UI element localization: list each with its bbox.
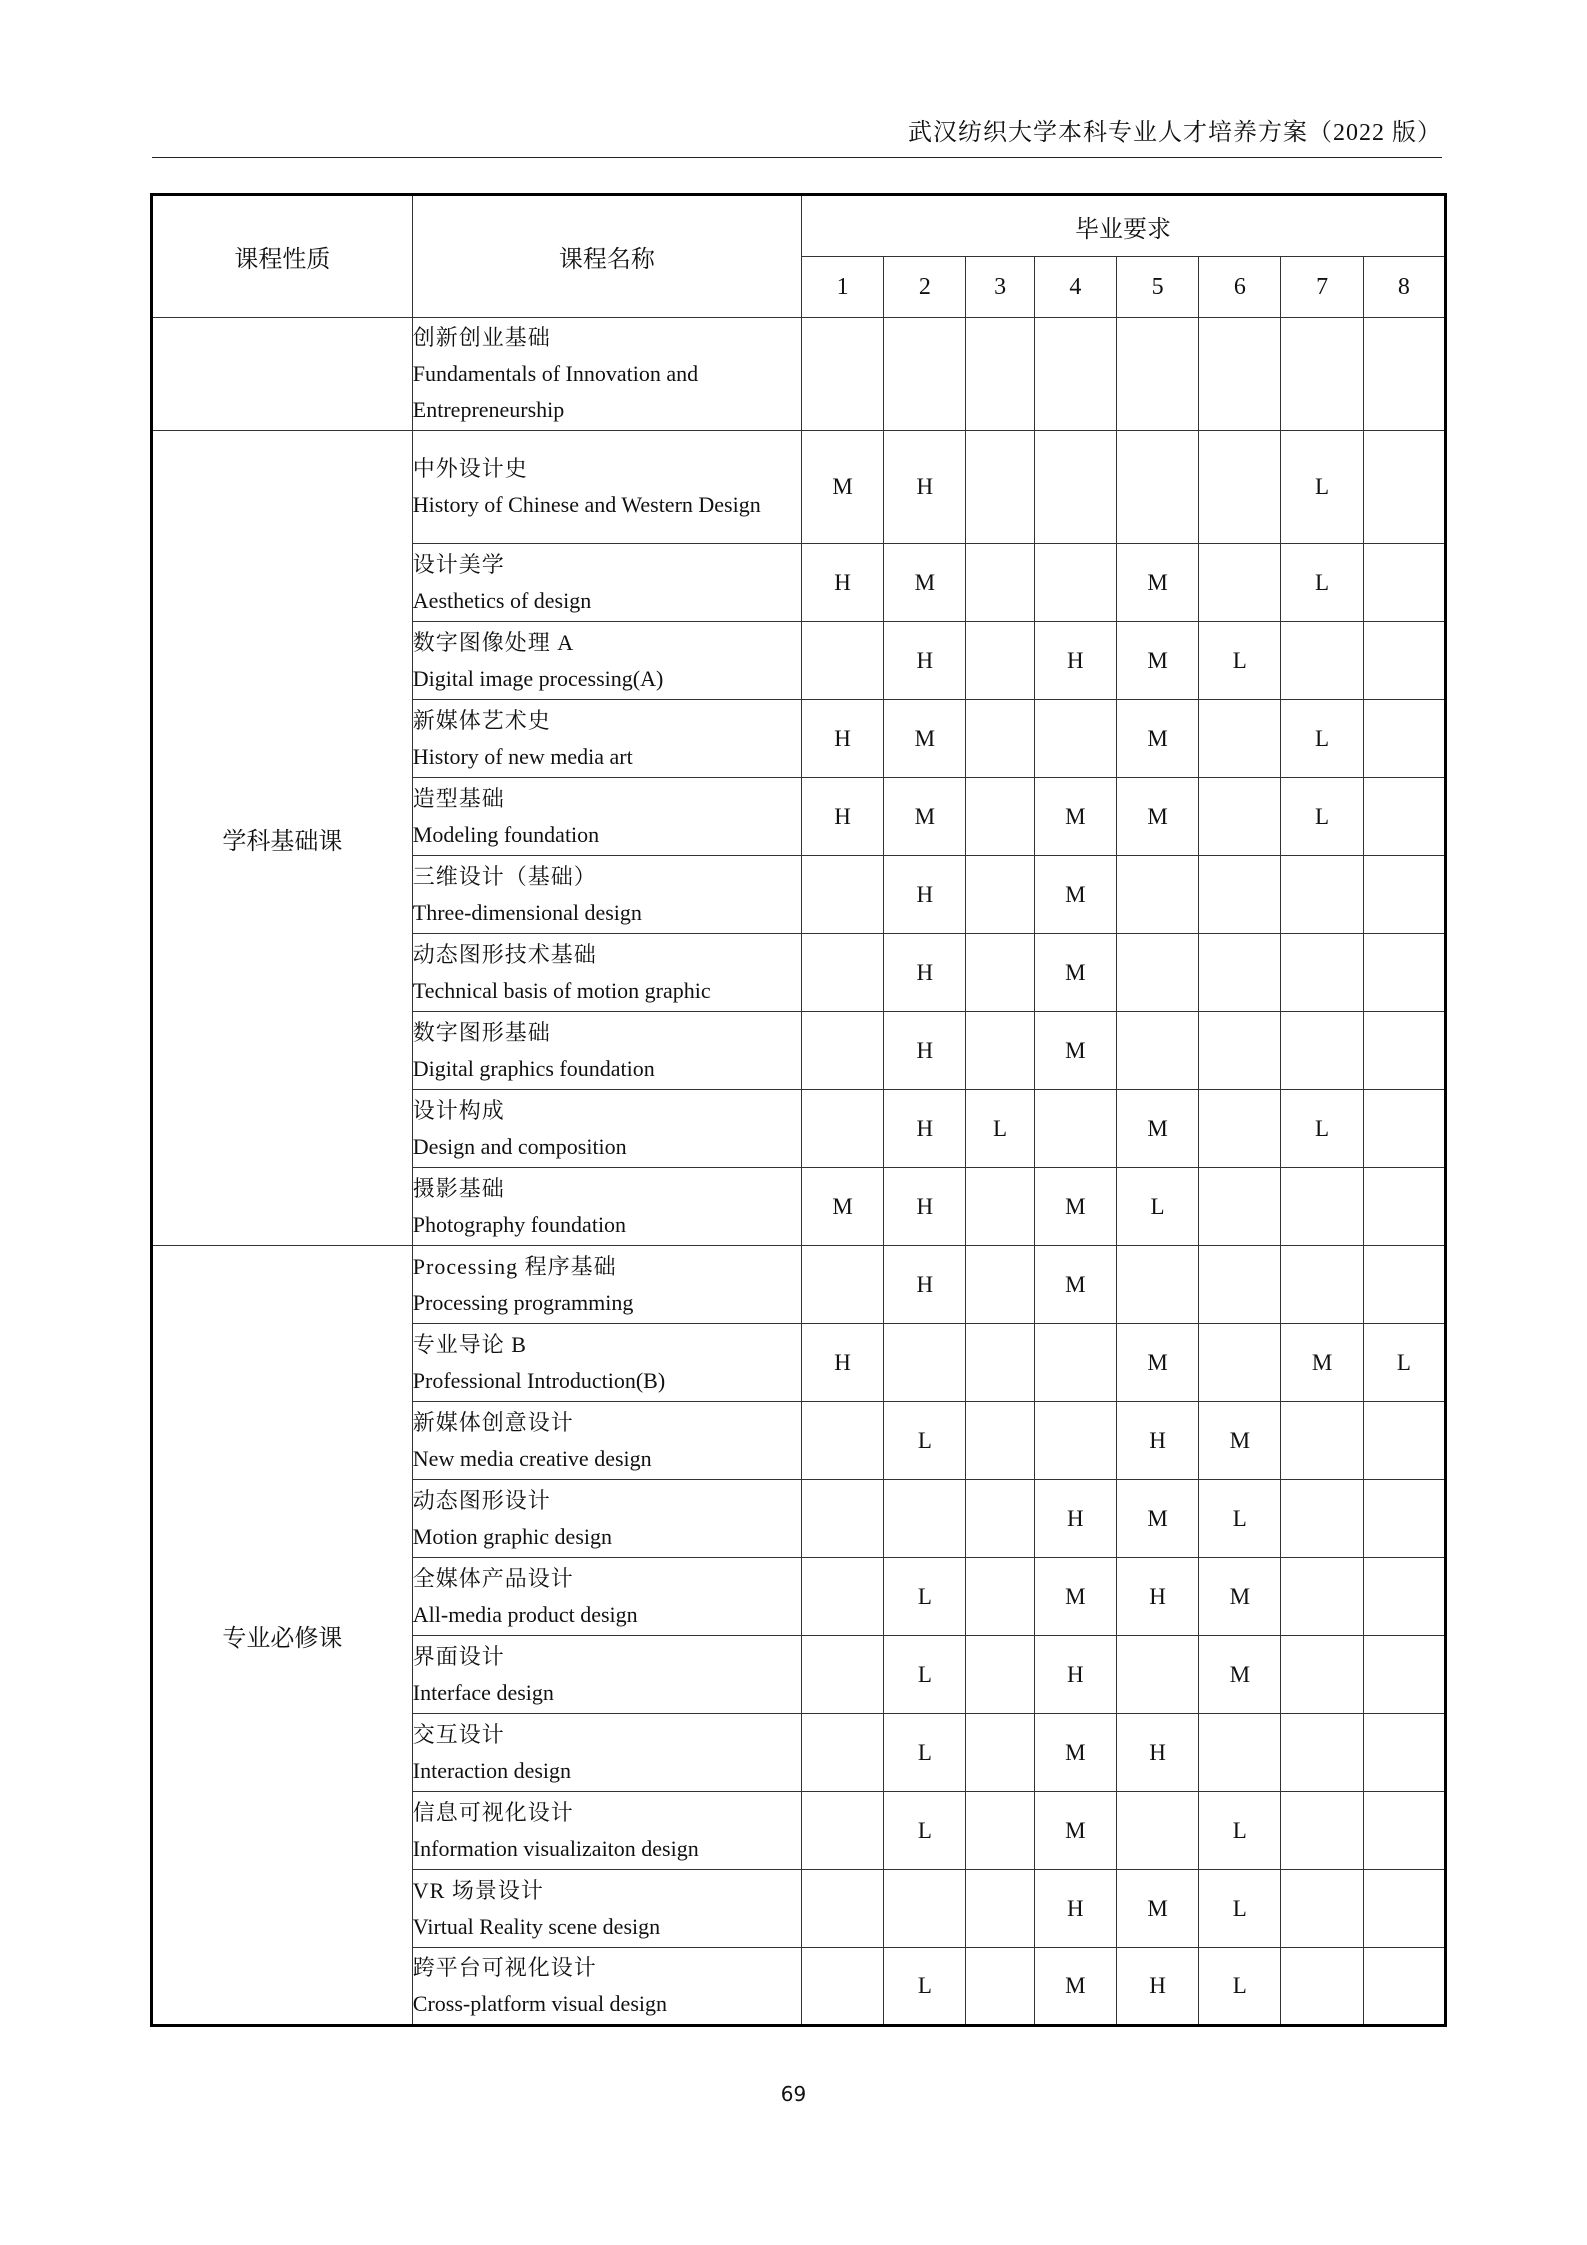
requirement-mark: H — [1034, 1480, 1116, 1558]
requirement-mark — [1363, 700, 1445, 778]
requirement-mark — [1363, 1246, 1445, 1324]
graduation-requirements-header: 毕业要求 — [801, 195, 1445, 257]
course-name-zh: 数字图像处理 A — [412, 629, 575, 655]
requirement-mark — [1281, 1636, 1363, 1714]
requirement-mark — [801, 622, 883, 700]
requirement-mark — [1199, 318, 1281, 431]
requirement-number: 5 — [1116, 257, 1198, 318]
course-name-zh: 新媒体艺术史 — [412, 707, 551, 733]
course-name-en: Modeling foundation — [412, 821, 600, 847]
requirement-mark: M — [1199, 1636, 1281, 1714]
course-name-cell — [412, 778, 801, 856]
requirement-mark: H — [884, 856, 966, 934]
requirement-mark — [966, 1324, 1034, 1402]
requirement-mark — [884, 1324, 966, 1402]
course-category — [152, 318, 413, 431]
course-name-en: Fundamentals of Innovation and Entrepreneurship — [412, 361, 699, 422]
requirement-mark: L — [884, 1558, 966, 1636]
requirement-mark — [966, 1558, 1034, 1636]
requirement-mark — [1281, 318, 1363, 431]
course-name-cell — [412, 1402, 801, 1480]
requirement-mark — [1281, 1480, 1363, 1558]
requirement-mark — [966, 1402, 1034, 1480]
course-name-en: All-media product design — [412, 1601, 638, 1627]
requirement-mark: H — [884, 1090, 966, 1168]
requirement-mark — [1281, 1012, 1363, 1090]
requirement-mark: L — [1281, 778, 1363, 856]
course-name-zh: 三维设计（基础） — [412, 863, 597, 889]
requirement-number: 1 — [801, 257, 883, 318]
requirement-mark — [1034, 544, 1116, 622]
requirement-number: 8 — [1363, 257, 1445, 318]
requirement-mark — [966, 1636, 1034, 1714]
course-category: 专业必修课 — [152, 1246, 413, 2026]
requirement-mark — [966, 431, 1034, 544]
requirement-mark — [801, 1636, 883, 1714]
requirement-mark — [1199, 778, 1281, 856]
requirement-mark — [1199, 1090, 1281, 1168]
course-name-zh: 数字图形基础 — [412, 1019, 551, 1045]
requirement-mark — [1199, 1168, 1281, 1246]
course-name-cell — [412, 856, 801, 934]
matrix-body — [152, 318, 1446, 2026]
requirement-mark — [1034, 431, 1116, 544]
course-name-en: Technical basis of motion graphic — [412, 977, 711, 1003]
course-name-cell — [412, 934, 801, 1012]
requirement-mark — [1116, 934, 1198, 1012]
requirement-mark: L — [1281, 700, 1363, 778]
requirement-mark: H — [801, 1324, 883, 1402]
requirement-mark: H — [884, 934, 966, 1012]
requirement-mark: H — [1116, 1558, 1198, 1636]
course-name-cell — [412, 622, 801, 700]
course-name-en: Motion graphic design — [412, 1523, 612, 1549]
course-name-zh: 中外设计史 — [412, 456, 528, 481]
course-name-zh: Processing 程序基础 — [412, 1253, 617, 1279]
requirement-number: 7 — [1281, 257, 1363, 318]
requirement-mark — [1116, 1792, 1198, 1870]
requirement-mark — [1363, 1870, 1445, 1948]
table-row — [152, 431, 1446, 544]
requirement-mark — [1034, 1324, 1116, 1402]
requirement-mark — [801, 1246, 883, 1324]
requirement-mark — [1363, 934, 1445, 1012]
requirement-mark: H — [1034, 1636, 1116, 1714]
requirement-mark — [1034, 1090, 1116, 1168]
requirement-mark — [1363, 1636, 1445, 1714]
requirement-mark — [801, 1948, 883, 2026]
requirement-mark — [1034, 700, 1116, 778]
running-header: 武汉纺织大学本科专业人才培养方案（2022 版） — [152, 112, 1442, 158]
requirement-mark — [1363, 622, 1445, 700]
requirement-mark — [1116, 1246, 1198, 1324]
requirement-mark: H — [801, 778, 883, 856]
requirement-mark — [1281, 1948, 1363, 2026]
course-name-zh: 动态图形技术基础 — [412, 941, 597, 967]
requirement-mark — [1281, 622, 1363, 700]
course-name-en: Interaction design — [412, 1757, 572, 1783]
requirement-mark — [1363, 1090, 1445, 1168]
requirement-mark: H — [1116, 1402, 1198, 1480]
course-name-zh: 摄影基础 — [412, 1175, 505, 1201]
requirement-mark — [1281, 1870, 1363, 1948]
course-name-cell — [412, 1948, 801, 2026]
requirement-mark: H — [1034, 622, 1116, 700]
requirement-mark — [1199, 1714, 1281, 1792]
page-number: 69 — [780, 2082, 807, 2106]
requirement-mark: M — [1116, 700, 1198, 778]
requirement-mark — [1281, 934, 1363, 1012]
requirement-mark — [1281, 856, 1363, 934]
course-name-en: Virtual Reality scene design — [412, 1913, 661, 1939]
course-name-cell — [412, 1714, 801, 1792]
requirement-mark — [966, 1948, 1034, 2026]
requirement-number: 2 — [884, 257, 966, 318]
course-name-zh: 跨平台可视化设计 — [412, 1955, 597, 1980]
requirement-mark — [1116, 431, 1198, 544]
course-name-cell — [412, 700, 801, 778]
requirement-mark: L — [884, 1714, 966, 1792]
requirement-mark — [1199, 856, 1281, 934]
requirement-mark — [1363, 1948, 1445, 2026]
course-name-zh: 专业导论 B — [412, 1331, 527, 1357]
course-name-en: New media creative design — [412, 1445, 652, 1471]
course-name-header: 课程名称 — [412, 195, 801, 318]
requirement-mark — [966, 856, 1034, 934]
course-name-cell — [412, 1012, 801, 1090]
requirement-mark — [966, 934, 1034, 1012]
requirement-mark — [801, 1012, 883, 1090]
course-name-en: Aesthetics of design — [412, 587, 592, 613]
requirement-mark — [1363, 431, 1445, 544]
requirement-mark — [1116, 1012, 1198, 1090]
requirement-mark — [801, 856, 883, 934]
course-name-zh: 信息可视化设计 — [412, 1799, 574, 1825]
course-name-zh: 动态图形设计 — [412, 1487, 551, 1513]
requirement-mark — [966, 318, 1034, 431]
requirement-mark: M — [1034, 934, 1116, 1012]
requirement-mark: M — [884, 544, 966, 622]
course-name-zh: 新媒体创意设计 — [412, 1409, 574, 1435]
requirement-mark: M — [1116, 622, 1198, 700]
requirement-mark — [1363, 1168, 1445, 1246]
requirement-mark: M — [1116, 1090, 1198, 1168]
course-name-en: Design and composition — [412, 1133, 627, 1159]
course-name-en: Three-dimensional design — [412, 899, 642, 925]
requirement-mark: L — [1199, 1792, 1281, 1870]
course-name-en: Digital graphics foundation — [412, 1055, 655, 1081]
requirement-mark — [1199, 1324, 1281, 1402]
requirement-mark — [966, 1168, 1034, 1246]
course-name-zh: 设计美学 — [412, 551, 505, 577]
requirement-mark: L — [966, 1090, 1034, 1168]
course-name-en: Cross-platform visual design — [412, 1991, 667, 2016]
requirement-mark: M — [1034, 1792, 1116, 1870]
requirement-mark: M — [1034, 856, 1116, 934]
course-name-en: Processing programming — [412, 1289, 634, 1315]
requirement-mark — [1281, 1168, 1363, 1246]
course-name-zh: 全媒体产品设计 — [412, 1565, 574, 1591]
requirement-mark — [1281, 1246, 1363, 1324]
requirement-mark — [966, 1480, 1034, 1558]
course-name-cell — [412, 1246, 801, 1324]
requirement-mark: M — [1034, 1246, 1116, 1324]
requirement-mark — [1199, 700, 1281, 778]
requirement-mark — [966, 1792, 1034, 1870]
course-name-en: History of new media art — [412, 743, 633, 769]
requirement-mark — [1199, 431, 1281, 544]
requirement-mark — [1116, 856, 1198, 934]
requirement-mark: M — [884, 700, 966, 778]
course-category: 学科基础课 — [152, 431, 413, 1246]
requirement-mark: H — [884, 1012, 966, 1090]
requirement-mark — [1363, 318, 1445, 431]
course-name-zh: 交互设计 — [412, 1721, 505, 1747]
requirement-mark — [884, 1480, 966, 1558]
requirement-mark: M — [1116, 778, 1198, 856]
requirement-mark — [1281, 1792, 1363, 1870]
requirement-mark: M — [1281, 1324, 1363, 1402]
requirement-mark — [1199, 1012, 1281, 1090]
table-row — [152, 1246, 1446, 1324]
requirement-mark — [801, 1714, 883, 1792]
requirement-mark: M — [1199, 1402, 1281, 1480]
requirement-mark — [1281, 1402, 1363, 1480]
requirement-mark: H — [801, 700, 883, 778]
course-name-cell — [412, 1558, 801, 1636]
requirement-mark — [966, 778, 1034, 856]
requirement-mark: H — [1034, 1870, 1116, 1948]
table-row — [152, 318, 1446, 431]
requirement-mark: L — [1281, 1090, 1363, 1168]
graduation-requirements-matrix — [150, 193, 1447, 2027]
requirement-mark — [1363, 1792, 1445, 1870]
course-name-zh: VR 场景设计 — [412, 1877, 544, 1903]
requirement-mark: M — [1034, 1948, 1116, 2026]
requirement-mark — [966, 622, 1034, 700]
requirement-mark: L — [1116, 1168, 1198, 1246]
requirement-mark — [801, 1402, 883, 1480]
requirement-mark: M — [1034, 1714, 1116, 1792]
requirement-mark — [1116, 1636, 1198, 1714]
requirement-number: 3 — [966, 257, 1034, 318]
requirement-mark — [1363, 1480, 1445, 1558]
requirement-mark: L — [884, 1948, 966, 2026]
course-name-en: Interface design — [412, 1679, 554, 1705]
requirement-mark: L — [1199, 622, 1281, 700]
requirement-number: 6 — [1199, 257, 1281, 318]
requirement-mark — [1281, 1558, 1363, 1636]
requirement-mark: M — [1116, 1324, 1198, 1402]
requirement-mark: L — [884, 1636, 966, 1714]
requirement-mark — [966, 1870, 1034, 1948]
requirement-mark — [966, 1714, 1034, 1792]
requirement-number: 4 — [1034, 257, 1116, 318]
requirement-mark: L — [1363, 1324, 1445, 1402]
requirement-mark: M — [801, 1168, 883, 1246]
requirement-mark — [1363, 778, 1445, 856]
requirement-mark — [966, 544, 1034, 622]
course-name-cell — [412, 544, 801, 622]
requirement-mark: M — [1034, 1012, 1116, 1090]
requirement-mark — [801, 1480, 883, 1558]
requirement-mark — [1363, 856, 1445, 934]
requirement-mark — [801, 1870, 883, 1948]
course-name-cell — [412, 1636, 801, 1714]
course-nature-header: 课程性质 — [152, 195, 413, 318]
course-name-cell — [412, 318, 801, 431]
requirement-mark: M — [1034, 1558, 1116, 1636]
course-name-zh: 界面设计 — [412, 1643, 505, 1669]
requirement-mark: L — [884, 1792, 966, 1870]
course-name-zh: 造型基础 — [412, 785, 505, 811]
course-name-en: Digital image processing(A) — [412, 665, 664, 691]
requirement-mark — [801, 934, 883, 1012]
requirement-mark — [1363, 1402, 1445, 1480]
requirement-mark — [801, 318, 883, 431]
requirement-mark — [1034, 318, 1116, 431]
requirement-mark — [801, 1090, 883, 1168]
requirement-mark: L — [1199, 1480, 1281, 1558]
requirement-mark: H — [884, 1246, 966, 1324]
course-name-zh: 创新创业基础 — [412, 325, 551, 350]
course-name-en: Professional Introduction(B) — [412, 1367, 666, 1393]
requirement-mark: M — [1116, 544, 1198, 622]
course-name-cell — [412, 1168, 801, 1246]
requirement-mark — [884, 1870, 966, 1948]
requirement-mark — [1363, 1558, 1445, 1636]
requirement-mark — [884, 318, 966, 431]
requirement-mark: H — [884, 431, 966, 544]
requirement-mark — [1363, 1714, 1445, 1792]
course-name-cell — [412, 1792, 801, 1870]
requirement-mark: L — [1199, 1870, 1281, 1948]
requirement-mark — [966, 1246, 1034, 1324]
requirement-mark: L — [1281, 544, 1363, 622]
requirement-mark: M — [1116, 1480, 1198, 1558]
course-name-en: Photography foundation — [412, 1211, 627, 1237]
requirement-mark: M — [1116, 1870, 1198, 1948]
requirement-mark — [1199, 544, 1281, 622]
requirement-mark — [1034, 1402, 1116, 1480]
requirement-mark: M — [801, 431, 883, 544]
course-name-cell — [412, 1870, 801, 1948]
course-name-zh: 设计构成 — [412, 1097, 505, 1123]
course-name-cell — [412, 1480, 801, 1558]
requirement-mark: M — [1199, 1558, 1281, 1636]
course-name-en: History of Chinese and Western Design — [412, 492, 761, 517]
requirement-mark: L — [1199, 1948, 1281, 2026]
requirement-mark — [966, 700, 1034, 778]
course-name-cell — [412, 431, 801, 544]
requirement-mark: M — [1034, 778, 1116, 856]
requirement-mark: H — [884, 622, 966, 700]
requirement-mark: H — [1116, 1948, 1198, 2026]
course-name-cell — [412, 1324, 801, 1402]
requirement-mark: M — [884, 778, 966, 856]
requirement-mark — [1199, 1246, 1281, 1324]
requirement-mark: H — [884, 1168, 966, 1246]
requirement-mark — [1116, 318, 1198, 431]
requirement-mark — [966, 1012, 1034, 1090]
course-name-en: Information visualizaiton design — [412, 1835, 699, 1861]
requirement-mark — [1199, 934, 1281, 1012]
requirement-mark — [801, 1792, 883, 1870]
requirement-mark: M — [1034, 1168, 1116, 1246]
requirement-mark: H — [1116, 1714, 1198, 1792]
requirement-mark: H — [801, 544, 883, 622]
requirement-mark — [1363, 544, 1445, 622]
course-name-cell — [412, 1090, 801, 1168]
requirement-mark: L — [884, 1402, 966, 1480]
requirement-mark — [801, 1558, 883, 1636]
requirement-mark — [1281, 1714, 1363, 1792]
requirement-mark: L — [1281, 431, 1363, 544]
requirement-mark — [1363, 1012, 1445, 1090]
